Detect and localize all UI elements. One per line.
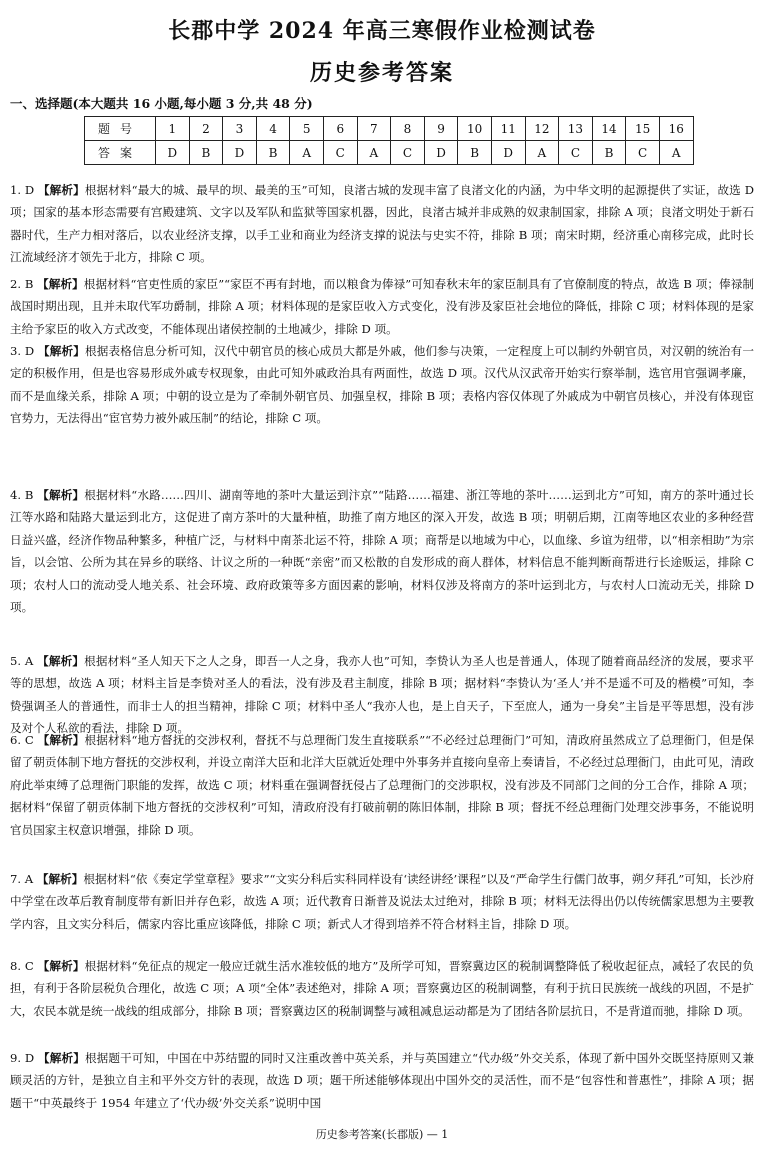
- question-number-cell: 2: [189, 117, 223, 141]
- answer-cell: D: [424, 141, 458, 165]
- question-number-cell: 16: [659, 117, 693, 141]
- answer-cell: C: [391, 141, 425, 165]
- section-title: 一、选择题(本大题共 16 小题,每小题 3 分,共 48 分): [10, 96, 313, 111]
- question-number-cell: 6: [323, 117, 357, 141]
- answer-prefix: 8. C: [10, 959, 38, 973]
- question-number-cell: 8: [391, 117, 425, 141]
- analysis-text: 根据材料“免征点的规定一般应迁就生活水准较低的地方”及所学可知，晋察冀边区的税制调整降低了税收起征点，减轻了农民的负担，有利于各阶层税负合理化，故选 C 项；A 项“全体”表述绝对，排除 A 项；晋察冀边区的税制调整，有利于抗日民族统一战线的巩固，不是扩大，农民本就是统一战线的组成部分，排除 B 项；晋察冀边区的税制调整与减租减息运动都是为了团结各阶层抗日，不是背道而驰，排除 D 项。: [10, 959, 754, 1018]
- answer-cell: B: [256, 141, 290, 165]
- question-number-cell: 1: [156, 117, 190, 141]
- question-number-cell: 13: [559, 117, 593, 141]
- answer-cell: D: [491, 141, 525, 165]
- question-explanation: [10, 955, 754, 1022]
- question-number-cell: 11: [491, 117, 525, 141]
- answer-cell: C: [559, 141, 593, 165]
- page-footer: 历史参考答案(长郡版) — 1: [315, 1128, 449, 1141]
- answer-table-answer-row: [85, 141, 694, 165]
- analysis-tag: 【解析】: [37, 488, 85, 502]
- analysis-text: 根据材料“圣人知天下之人之身，即吾一人之身，我亦人也”可知，李贽认为圣人也是普通人，体现了随着商品经济的发展，要求平等的思想，故选 A 项；材料主旨是李贽对圣人的看法，没有涉及君主制度，排除 B 项；据材料“李贽认为‘圣人’并不是遥不可及的楷模”可知，李贽强调圣人的普通性，而非士人的担当精神，排除 C 项；材料中圣人“我亦人也，是上自天子，下至庶人，通为一身矣”主旨是平等思想，没有涉及对个人私欲的看法，排除 D 项。: [10, 654, 754, 736]
- question-explanation: [10, 1047, 754, 1114]
- answer-prefix: 4. B: [10, 488, 38, 502]
- question-number-cell: 14: [592, 117, 626, 141]
- analysis-text: 根据材料“官吏性质的家臣”“家臣不再有封地，而以粮食为俸禄”可知春秋末年的家臣制具有了官僚制度的特点，故选 B 项；俸禄制战国时期出现，且并未取代军功爵制，排除 A 项；材料体现的是家臣收入方式变化，没有涉及家臣社会地位的降低，排除 C 项；材料体现的是家主给予家臣的收入方式改变，不能体现出诸侯控制的土地减少，排除 D 项。: [10, 277, 754, 336]
- analysis-tag: 【解析】: [38, 344, 85, 358]
- question-number-cell: 5: [290, 117, 324, 141]
- question-number-cell: 10: [458, 117, 492, 141]
- question-number-cell: 4: [256, 117, 290, 141]
- analysis-text: 根据材料“水路……四川、湖南等地的茶叶大量运到汴京”“陆路……福建、浙江等地的茶叶……运到北方”可知，南方的茶叶通过长江等水路和陆路大量运到北方，这促进了南方茶叶的大量种植，助推了南方地区的深入开发，故选 B 项；明朝后期，江南等地区农业的多种经营日益兴盛，经济作物品种繁多，种植广泛，与材料中南茶北运不符，排除 A 项；商帮是以地域为中心，以血缘、乡谊为纽带，以“相亲相助”为宗旨，以会馆、公所为其在异乡的联络、计议之所的一种既“亲密”而又松散的自发形成的商人群体，材料信息不能判断商帮进行长途贩运，排除 C 项；农村人口的流动受人地关系、社会环境、政府政策等多方面因素的影响，材料仅涉及将南方的茶叶运到北方，与农村人口流动无关，排除 D 项。: [10, 488, 754, 615]
- question-explanation: [10, 868, 754, 935]
- analysis-tag: 【解析】: [37, 959, 85, 973]
- answer-cell: C: [626, 141, 660, 165]
- answer-cell: D: [223, 141, 257, 165]
- question-number-cell: 3: [223, 117, 257, 141]
- answer-cell: B: [592, 141, 626, 165]
- answer-table-row-label: 题号: [85, 117, 156, 141]
- answer-cell: A: [659, 141, 693, 165]
- answer-cell: A: [290, 141, 324, 165]
- question-explanation: [10, 650, 754, 740]
- analysis-text: 根据题干可知，中国在中苏结盟的同时又注重改善中英关系，并与英国建立“代办级”外交关系，体现了新中国外交既坚持原则又兼顾灵活的方针，是独立自主和平外交方针的表现，故选 D 项；题干所述能够体现出中国外交的灵活性，而不是“包容性和普惠性”，排除 A 项；据题干“中英最终于 1954 年建立了‘代办级’外交关系”说明中国: [10, 1051, 754, 1110]
- answer-cell: C: [323, 141, 357, 165]
- analysis-text: 根据材料“依《奏定学堂章程》要求”“文实分科后实科同样设有‘读经讲经’课程”以及“严命学生行儒门故事，朔夕拜孔”可知，长沙府中学堂在改革后教育制度带有新旧并存色彩，故选 A 项；近代教育日渐普及说法太过绝对，排除 B 项；材料无法得出仍以传统儒家思想为主要教学内容，且文实分科后，儒家内容比重应该降低，排除 C 项；新式人才得到培养不符合材料主旨，排除 D 项。: [10, 872, 754, 931]
- analysis-text: 根据材料“最大的城、最早的坝、最美的玉”可知，良渚古城的发现丰富了良渚文化的内涵，为中华文明的起源提供了实证，故选 D 项；国家的基本形态需要有宫殿建筑、文字以及军队和监狱等国家机器，因此，良渚古城并非成熟的奴隶制国家，排除 A 项；良渚文明处于新石器时代，生产力相对落后，以农业经济支撑，以手工业和商业为经济支撑的说法与史实不符，排除 B 项；南宋时期，经济重心南移完成，此时长江流域经济才领先于北方，排除 C 项。: [10, 183, 754, 265]
- answer-prefix: 2. B: [10, 277, 38, 291]
- answer-prefix: 3. D: [10, 344, 39, 358]
- analysis-tag: 【解析】: [37, 183, 85, 197]
- answer-table-number-row: [85, 117, 694, 141]
- page-title: 长郡中学 2024 年高三寒假作业检测试卷: [168, 18, 596, 44]
- question-explanation: [10, 179, 754, 269]
- answer-cell: B: [458, 141, 492, 165]
- question-explanation: [10, 340, 754, 430]
- answer-prefix: 9. D: [10, 1051, 39, 1065]
- answer-prefix: 5. A: [10, 654, 38, 668]
- page-subtitle: 历史参考答案: [309, 60, 454, 86]
- answer-cell: A: [357, 141, 391, 165]
- question-explanation: [10, 273, 754, 340]
- answer-table: [84, 116, 694, 165]
- analysis-tag: 【解析】: [37, 277, 84, 291]
- answer-prefix: 6. C: [10, 733, 38, 747]
- question-explanation: [10, 729, 754, 841]
- analysis-tag: 【解析】: [36, 872, 84, 886]
- analysis-text: 根据材料“地方督抚的交涉权利，督抚不与总理衙门发生直接联系”“不必经过总理衙门”可知，清政府虽然成立了总理衙门，但是保留了朝贡体制下地方督抚的交涉权利，并设立南洋大臣和北洋大臣就近处理中外事务并直接向皇帝上奏请旨，不必经过总理衙门，由此可见，清政府此举束缚了总理衙门职能的发挥，故选 C 项；材料重在强调督抚侵占了总理衙门的交涉职权，没有涉及不同部门之间的分工合作，排除 A 项；据材料“保留了朝贡体制下地方督抚的交涉权利”可知，清政府没有打破前朝的陈旧体制，排除 B 项；督抚不经总理衙门处理交涉事务，不能说明官员国家主权意识增强，排除 D 项。: [10, 733, 754, 837]
- analysis-tag: 【解析】: [37, 654, 85, 668]
- question-number-cell: 12: [525, 117, 559, 141]
- answer-cell: D: [156, 141, 190, 165]
- analysis-tag: 【解析】: [37, 733, 85, 747]
- answer-cell: B: [189, 141, 223, 165]
- answer-cell: A: [525, 141, 559, 165]
- question-number-cell: 15: [626, 117, 660, 141]
- question-explanation: [10, 484, 754, 618]
- answer-table-row-label: 答案: [85, 141, 156, 165]
- question-number-cell: 7: [357, 117, 391, 141]
- answer-prefix: 7. A: [10, 872, 37, 886]
- analysis-tag: 【解析】: [38, 1051, 85, 1065]
- question-number-cell: 9: [424, 117, 458, 141]
- answer-prefix: 1. D: [10, 183, 38, 197]
- analysis-text: 根据表格信息分析可知，汉代中朝官员的核心成员大都是外戚，他们参与决策，一定程度上可以制约外朝官员，对汉朝的统治有一定的积极作用，但是也容易形成外戚专权现象，由此可知外戚政治具有两面性，故选 D 项。汉代从汉武帝开始实行察举制，选官用官强调孝廉，而不是血缘关系，排除 A 项；中朝的设立是为了牵制外朝官员、加强皇权，排除 B 项；表格内容仅体现了外戚成为中朝官员核心，并没有体现宦官势力，无法得出“宦官势力被外戚压制”的结论，排除 C 项。: [10, 344, 754, 426]
